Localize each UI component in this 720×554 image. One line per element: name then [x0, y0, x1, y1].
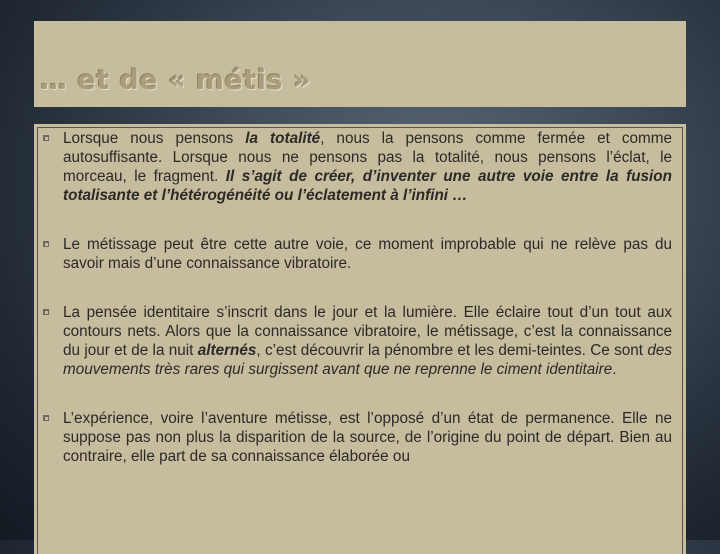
- bullet-list: [34, 129, 686, 496]
- content-box: [34, 124, 686, 554]
- slide-title: … et de « métis »: [40, 65, 311, 96]
- text-segment: Le métissage peut être cette autre voie, ce moment improbable qui ne relève pas du savoir mais d’une connaissance vibratoire.: [63, 236, 672, 272]
- square-bullet-icon: [43, 241, 49, 247]
- square-bullet-icon: [43, 135, 49, 141]
- emphasis-segment: alternés: [197, 342, 257, 359]
- emphasis-segment: Il s’agit de créer, d’inventer une autre voie entre la fusion totalisante et l’hétérogénéité ou l’éclatement à l’infini …: [63, 168, 672, 204]
- bullet-item-2: [34, 235, 686, 273]
- text-segment: , nous la pensons comme fermée et comme autosuffisante. Lorsque nous ne pensons pas la totalité, nous pensons l’éclat, le morceau, le fragment.: [63, 130, 672, 185]
- title-box: [34, 21, 686, 107]
- bullet-item-4: [34, 409, 686, 466]
- text-segment: , c’est découvrir la pénombre et les demi-teintes. Ce sont: [256, 342, 648, 359]
- bullet-item-3: [34, 303, 686, 379]
- italic-segment: des mouvements très rares qui surgissent avant que ne reprenne le ciment identitaire: [63, 342, 672, 378]
- text-segment: L’expérience, voire l’aventure métisse, est l’opposé d’un état de permanence. Elle ne suppose pas non plus la disparition de la source, de l’origine du point de départ. Bien au contraire, elle part de sa connaissance élaborée ou: [63, 410, 672, 465]
- text-segment: Lorsque nous pensons: [63, 130, 246, 147]
- square-bullet-icon: [43, 309, 49, 315]
- text-segment: La pensée identitaire s’inscrit dans le jour et la lumière. Elle éclaire tout d’un tout aux contours nets. Alors que la connaissance vibratoire, le métissage, c’est la connaissance du jour et de la nuit: [63, 304, 672, 359]
- bullet-item-1: [34, 129, 686, 205]
- emphasis-segment: la totalité: [245, 130, 321, 147]
- text-segment: .: [612, 361, 617, 378]
- square-bullet-icon: [43, 415, 49, 421]
